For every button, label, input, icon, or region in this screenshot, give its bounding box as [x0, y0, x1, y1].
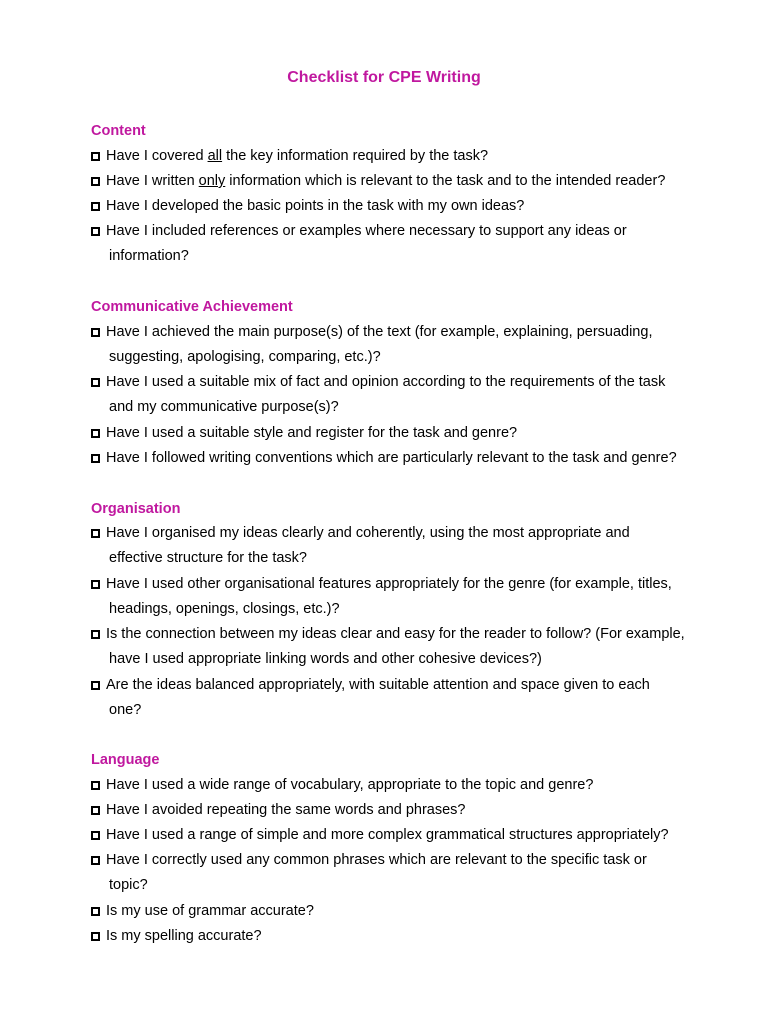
checkbox-icon[interactable] [91, 454, 100, 463]
checkbox-icon[interactable] [91, 907, 100, 916]
checkbox-icon[interactable] [91, 202, 100, 211]
checklist-item: Have I achieved the main purpose(s) of the text (for example, explaining, persuading, suggesting, apologising, comparing, etc.)? [91, 320, 713, 370]
checkbox-icon[interactable] [91, 529, 100, 538]
section-heading-language: Language [91, 752, 160, 768]
checklist-item: Have I used a wide range of vocabulary, appropriate to the topic and genre? [91, 773, 713, 798]
checkbox-icon[interactable] [91, 378, 100, 387]
checklist-item: Have I correctly used any common phrases which are relevant to the specific task or topic? [91, 848, 713, 898]
checkbox-icon[interactable] [91, 429, 100, 438]
checklist-item: Have I used a range of simple and more complex grammatical structures appropriately? [91, 823, 713, 848]
checkbox-icon[interactable] [91, 932, 100, 941]
checklist-item: Have I followed writing conventions which are particularly relevant to the task and genre? [91, 446, 713, 471]
checklist-item: Have I organised my ideas clearly and coherently, using the most appropriate and effective structure for the task? [91, 521, 713, 571]
checklist-item: Have I developed the basic points in the task with my own ideas? [91, 194, 713, 219]
checklist-item: Have I covered all the key information required by the task? [91, 144, 713, 169]
section-heading-organisation: Organisation [91, 501, 181, 517]
checklist-item: Is my use of grammar accurate? [91, 899, 713, 924]
checkbox-icon[interactable] [91, 177, 100, 186]
checkbox-icon[interactable] [91, 227, 100, 236]
checkbox-icon[interactable] [91, 831, 100, 840]
checkbox-icon[interactable] [91, 781, 100, 790]
checklist-item: Have I used other organisational features appropriately for the genre (for example, titles, headings, openings, closings, etc.)? [91, 572, 713, 622]
section-heading-content: Content [91, 123, 146, 139]
checklist-item: Is the connection between my ideas clear and easy for the reader to follow? (For example, have I used appropriate linking words and other cohesive devices?) [91, 622, 713, 672]
checkbox-icon[interactable] [91, 328, 100, 337]
checkbox-icon[interactable] [91, 152, 100, 161]
checklist-item: Have I included references or examples where necessary to support any ideas or information? [91, 219, 713, 269]
page-title: Checklist for CPE Writing [287, 69, 481, 86]
section-heading-communicative-achievement: Communicative Achievement [91, 299, 293, 315]
checkbox-icon[interactable] [91, 806, 100, 815]
checklist-item: Is my spelling accurate? [91, 924, 713, 949]
checklist-item: Have I used a suitable style and register for the task and genre? [91, 421, 713, 446]
checklist-item: Are the ideas balanced appropriately, with suitable attention and space given to each one? [91, 673, 713, 723]
checklist-item: Have I written only information which is relevant to the task and to the intended reader? [91, 169, 713, 194]
checklist-item: Have I avoided repeating the same words and phrases? [91, 798, 713, 823]
checkbox-icon[interactable] [91, 630, 100, 639]
checkbox-icon[interactable] [91, 856, 100, 865]
checklist-item: Have I used a suitable mix of fact and opinion according to the requirements of the task and my communicative purpose(s)? [91, 370, 713, 420]
checkbox-icon[interactable] [91, 681, 100, 690]
checkbox-icon[interactable] [91, 580, 100, 589]
